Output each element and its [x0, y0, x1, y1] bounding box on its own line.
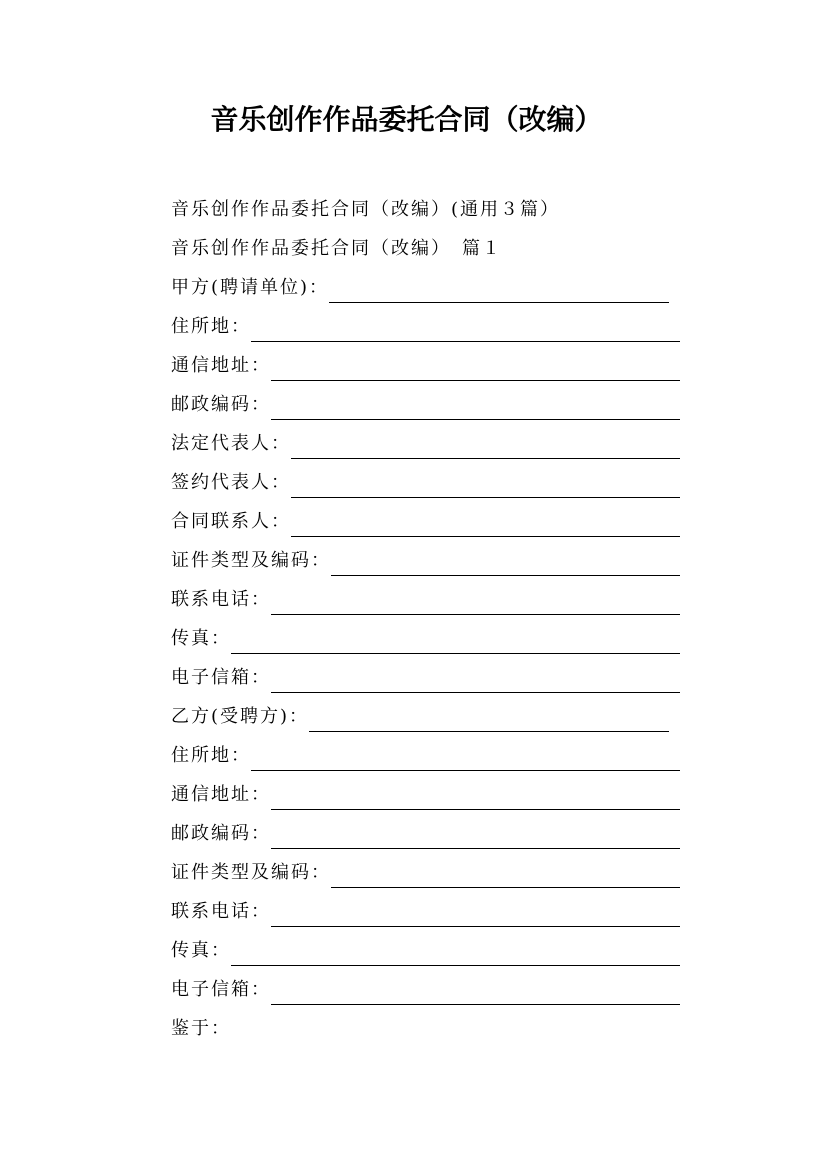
field-blank	[331, 553, 680, 576]
party-a-heading-row	[171, 273, 669, 303]
party-b-field-row	[171, 819, 680, 849]
field-blank	[271, 826, 680, 849]
field-blank	[271, 787, 680, 810]
field-label: 证件类型及编码：	[171, 550, 331, 571]
field-label: 邮政编码：	[171, 823, 271, 844]
party-a-field-row	[171, 468, 680, 498]
field-blank	[231, 631, 680, 654]
party-a-name-blank	[329, 280, 669, 303]
field-blank	[251, 319, 680, 342]
section-heading-text: 音乐创作作品委托合同（改编） 篇１	[171, 238, 502, 259]
subtitle-text: 音乐创作作品委托合同（改编）(通用３篇）	[171, 199, 561, 220]
section-heading	[171, 234, 502, 264]
field-label: 传真：	[171, 940, 231, 961]
party-a-field-row	[171, 624, 680, 654]
party-b-heading: 乙方(受聘方)：	[171, 706, 310, 727]
field-blank	[271, 670, 680, 693]
field-label: 证件类型及编码：	[171, 862, 331, 883]
party-b-field-row	[171, 780, 680, 810]
field-label: 签约代表人：	[171, 472, 291, 493]
whereas-label: 鉴于：	[171, 1018, 231, 1039]
document-subtitle	[171, 195, 560, 225]
party-a-field-row	[171, 546, 680, 576]
whereas-row	[171, 1014, 231, 1044]
party-a-field-row	[171, 429, 680, 459]
field-label: 传真：	[171, 628, 231, 649]
field-blank	[331, 865, 680, 888]
field-label: 联系电话：	[171, 901, 271, 922]
field-label: 联系电话：	[171, 589, 271, 610]
party-b-heading-row	[171, 702, 669, 732]
field-blank	[271, 904, 680, 927]
party-a-field-row	[171, 390, 680, 420]
field-label: 住所地：	[171, 316, 251, 337]
field-blank	[271, 982, 680, 1005]
field-blank	[291, 514, 680, 537]
field-label: 法定代表人：	[171, 433, 291, 454]
field-label: 通信地址：	[171, 355, 271, 376]
party-a-field-row	[171, 663, 680, 693]
field-label: 住所地：	[171, 745, 251, 766]
field-blank	[251, 748, 680, 771]
field-blank	[271, 358, 680, 381]
party-a-heading: 甲方(聘请单位)：	[171, 277, 330, 298]
field-blank	[291, 436, 680, 459]
party-a-field-row	[171, 507, 680, 537]
party-b-field-row	[171, 858, 680, 888]
field-label: 合同联系人：	[171, 511, 291, 532]
party-b-field-row	[171, 897, 680, 927]
field-label: 通信地址：	[171, 784, 271, 805]
document-title: 音乐创作作品委托合同（改编）	[210, 103, 603, 136]
party-a-field-row	[171, 312, 680, 342]
party-b-field-row	[171, 741, 680, 771]
party-a-field-row	[171, 585, 680, 615]
field-blank	[271, 592, 680, 615]
field-blank	[291, 475, 680, 498]
field-label: 邮政编码：	[171, 394, 271, 415]
field-label: 电子信箱：	[171, 979, 271, 1000]
field-blank	[231, 943, 680, 966]
party-a-field-row	[171, 351, 680, 381]
party-b-field-row	[171, 936, 680, 966]
field-blank	[271, 397, 680, 420]
field-label: 电子信箱：	[171, 667, 271, 688]
party-b-field-row	[171, 975, 680, 1005]
party-b-name-blank	[309, 709, 669, 732]
